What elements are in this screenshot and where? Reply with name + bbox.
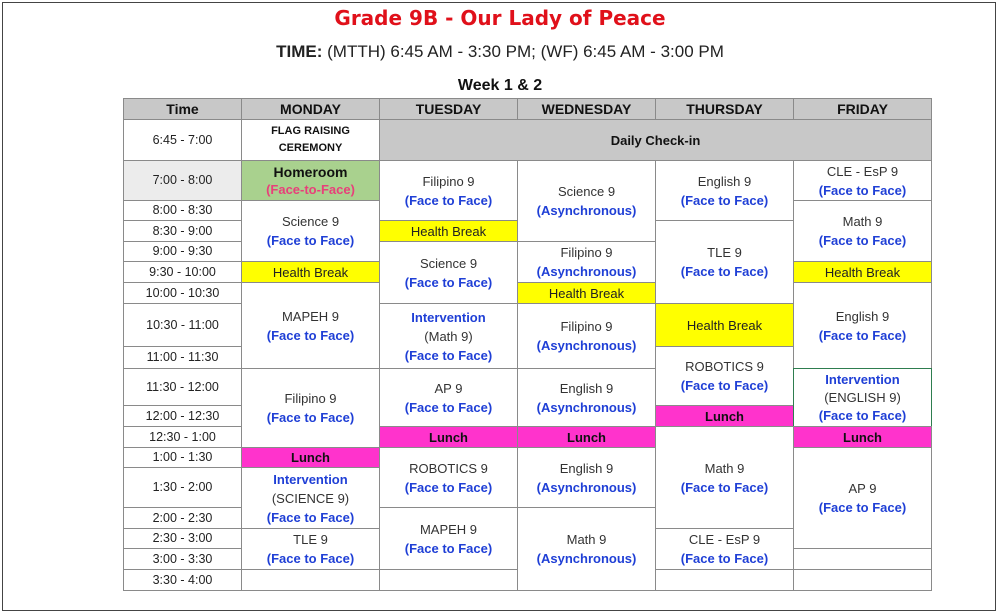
flag-line-1: FLAG RAISING — [271, 125, 350, 137]
mon-tle-mode: (Face to Face) — [266, 551, 355, 566]
fri-english — [793, 282, 932, 369]
flag-line-2: CEREMONY — [278, 142, 343, 154]
daily-checkin-cell: Daily Check-in — [379, 119, 932, 161]
fri-ap — [793, 447, 932, 549]
tue-robotics-mode: (Face to Face) — [404, 479, 493, 495]
tue-robotics — [379, 447, 518, 508]
schedule-time — [0, 42, 1000, 62]
thu-robotics — [655, 346, 794, 406]
mon-tle — [241, 528, 380, 570]
fri-cle-label: CLE - EsP 9 — [826, 163, 899, 179]
wed-science — [517, 160, 656, 242]
tue-health-break: Health Break — [379, 220, 518, 242]
fri-math-mode: (Face to Face) — [818, 233, 907, 248]
tue-ap — [379, 368, 518, 427]
time-slot: 7:00 - 8:00 — [123, 160, 242, 201]
thu-cle-mode: (Face to Face) — [680, 551, 769, 566]
thu-empty — [655, 569, 794, 591]
wed-science-label: Science 9 — [557, 184, 616, 199]
wed-lunch: Lunch — [517, 426, 656, 448]
fri-intervention-mode: (Face to Face) — [818, 407, 907, 423]
tue-intervention-mode: (Face to Face) — [404, 347, 493, 363]
time-value: (MTTH) 6:45 AM - 3:30 PM; (WF) 6:45 AM - 3:00 PM — [327, 42, 724, 61]
time-slot: 3:00 - 3:30 — [123, 548, 242, 570]
fri-cle — [793, 160, 932, 201]
time-slot: 1:00 - 1:30 — [123, 447, 242, 468]
mon-filipino-label: Filipino 9 — [284, 391, 337, 406]
mon-tle-label: TLE 9 — [293, 532, 328, 547]
week-label: Week 1 & 2 — [457, 77, 543, 94]
tue-mapeh — [379, 507, 518, 570]
time-slot: 9:00 - 9:30 — [123, 241, 242, 262]
flag-ceremony-cell — [241, 119, 380, 161]
page-title: Grade 9B - Our Lady of Peace — [334, 6, 666, 30]
mon-homeroom-mode: (Face-to-Face) — [266, 181, 355, 197]
fri-math — [793, 200, 932, 262]
mon-mapeh-label: MAPEH 9 — [281, 308, 340, 324]
tue-science — [379, 241, 518, 304]
fri-english-mode: (Face to Face) — [818, 327, 907, 343]
time-slot: 8:30 - 9:00 — [123, 220, 242, 242]
mon-science-mode: (Face to Face) — [266, 233, 355, 248]
wed-english-1 — [517, 368, 656, 427]
mon-filipino — [241, 368, 380, 448]
mon-lunch: Lunch — [241, 447, 380, 468]
mon-health-break: Health Break — [241, 261, 380, 283]
header-wednesday: WEDNESDAY — [517, 98, 656, 120]
tue-science-label: Science 9 — [419, 255, 478, 271]
tue-empty — [379, 569, 518, 591]
thu-robotics-label: ROBOTICS 9 — [685, 359, 764, 374]
mon-mapeh-mode: (Face to Face) — [266, 327, 355, 343]
fri-lunch: Lunch — [793, 426, 932, 448]
wed-math-label: Math 9 — [566, 532, 607, 547]
header-tuesday: TUESDAY — [379, 98, 518, 120]
mon-homeroom — [241, 160, 380, 201]
wed-filipino-2-label: Filipino 9 — [560, 319, 613, 334]
time-slot: 8:00 - 8:30 — [123, 200, 242, 221]
fri-math-label: Math 9 — [842, 214, 883, 229]
time-slot: 9:30 - 10:00 — [123, 261, 242, 283]
wed-english-2-mode: (Asynchronous) — [536, 479, 637, 495]
mon-empty — [241, 569, 380, 591]
header-friday: FRIDAY — [793, 98, 932, 120]
time-slot: 10:30 - 11:00 — [123, 303, 242, 347]
mon-intervention — [241, 467, 380, 529]
time-slot: 3:30 - 4:00 — [123, 569, 242, 591]
thu-cle-label: CLE - EsP 9 — [688, 532, 761, 547]
wed-health-break: Health Break — [517, 282, 656, 304]
thu-tle — [655, 220, 794, 304]
thu-tle-label: TLE 9 — [707, 245, 742, 260]
thu-cle — [655, 528, 794, 570]
wed-english-2 — [517, 447, 656, 508]
thu-math — [655, 426, 794, 529]
fri-health-break: Health Break — [793, 261, 932, 283]
mon-intervention-sub: (SCIENCE 9) — [271, 490, 350, 506]
thu-health-break: Health Break — [655, 303, 794, 347]
thu-english-label: English 9 — [697, 173, 752, 189]
tue-lunch: Lunch — [379, 426, 518, 448]
wed-filipino-1 — [517, 241, 656, 283]
header-monday: MONDAY — [241, 98, 380, 120]
time-slot: 11:30 - 12:00 — [123, 368, 242, 406]
thu-math-mode: (Face to Face) — [680, 479, 769, 495]
tue-mapeh-label: MAPEH 9 — [419, 521, 478, 537]
time-slot: 6:45 - 7:00 — [123, 119, 242, 161]
tue-intervention-sub: (Math 9) — [424, 328, 473, 344]
tue-robotics-label: ROBOTICS 9 — [409, 460, 488, 476]
tue-intervention-label: Intervention — [411, 309, 486, 325]
time-slot: 11:00 - 11:30 — [123, 346, 242, 369]
fri-intervention-label: Intervention — [825, 371, 900, 387]
wed-english-1-mode: (Asynchronous) — [536, 399, 637, 415]
time-slot: 1:30 - 2:00 — [123, 467, 242, 508]
fri-ap-label: AP 9 — [848, 481, 877, 496]
mon-mapeh — [241, 282, 380, 369]
tue-filipino-label: Filipino 9 — [422, 173, 475, 189]
wed-english-2-label: English 9 — [559, 460, 614, 476]
wed-english-1-label: English 9 — [559, 380, 614, 396]
tue-filipino-mode: (Face to Face) — [404, 192, 493, 208]
wed-math — [517, 507, 656, 591]
mon-filipino-mode: (Face to Face) — [266, 410, 355, 425]
fri-empty — [793, 548, 932, 570]
header-time: Time — [123, 98, 242, 120]
header-thursday: THURSDAY — [655, 98, 794, 120]
thu-tle-mode: (Face to Face) — [680, 264, 769, 279]
thu-english — [655, 160, 794, 221]
wed-science-mode: (Asynchronous) — [536, 203, 637, 218]
time-slot: 12:30 - 1:00 — [123, 426, 242, 448]
wed-filipino-1-label: Filipino 9 — [560, 245, 613, 260]
mon-intervention-mode: (Face to Face) — [266, 509, 355, 525]
wed-filipino-2-mode: (Asynchronous) — [536, 338, 637, 353]
tue-intervention — [379, 303, 518, 369]
fri-ap-mode: (Face to Face) — [818, 500, 907, 515]
time-label: TIME: — [276, 42, 323, 61]
thu-english-mode: (Face to Face) — [680, 192, 769, 208]
mon-intervention-label: Intervention — [273, 471, 348, 487]
mon-homeroom-label: Homeroom — [273, 163, 348, 180]
time-slot: 12:00 - 12:30 — [123, 405, 242, 427]
time-slot: 2:30 - 3:00 — [123, 528, 242, 549]
wed-filipino-1-mode: (Asynchronous) — [536, 264, 637, 279]
mon-science-label: Science 9 — [281, 214, 340, 229]
time-slot: 10:00 - 10:30 — [123, 282, 242, 304]
fri-intervention-sub: (ENGLISH 9) — [824, 389, 901, 405]
fri-english-label: English 9 — [835, 308, 890, 324]
wed-math-mode: (Asynchronous) — [536, 551, 637, 566]
tue-science-mode: (Face to Face) — [404, 274, 493, 290]
thu-robotics-mode: (Face to Face) — [680, 378, 769, 393]
tue-filipino — [379, 160, 518, 221]
fri-empty — [793, 569, 932, 591]
fri-cle-mode: (Face to Face) — [818, 182, 907, 198]
tue-ap-label: AP 9 — [434, 380, 463, 396]
tue-ap-mode: (Face to Face) — [404, 399, 493, 415]
mon-science — [241, 200, 380, 262]
thu-math-label: Math 9 — [704, 460, 745, 476]
wed-filipino-2 — [517, 303, 656, 369]
thu-lunch: Lunch — [655, 405, 794, 427]
tue-mapeh-mode: (Face to Face) — [404, 540, 493, 556]
fri-intervention[interactable] — [793, 368, 932, 427]
time-slot: 2:00 - 2:30 — [123, 507, 242, 529]
